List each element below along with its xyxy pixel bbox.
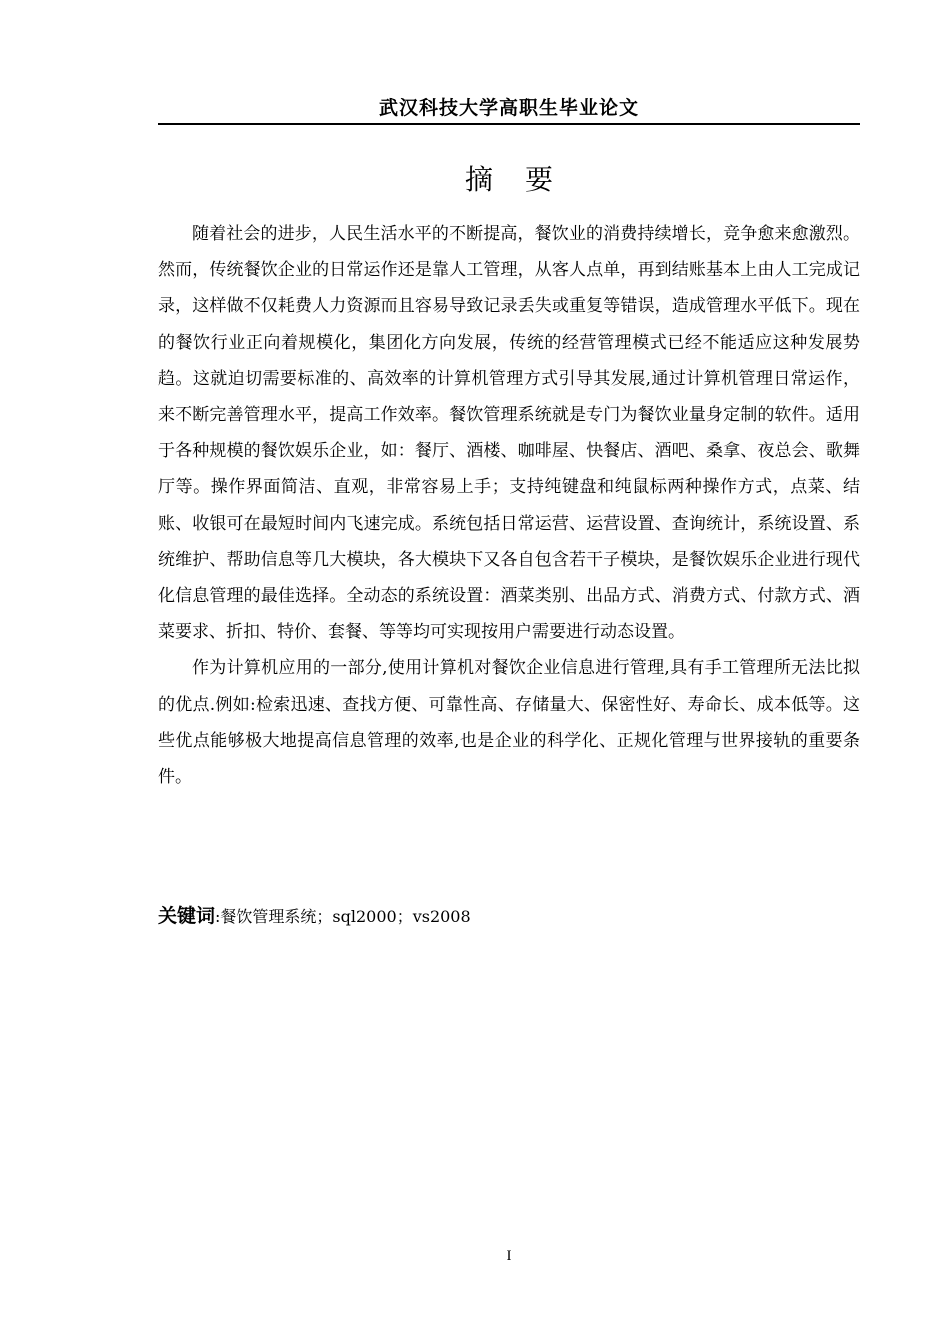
- header-title: 武汉科技大学高职生毕业论文: [378, 97, 639, 119]
- abstract-paragraph-2: 作为计算机应用的一部分,使用计算机对餐饮企业信息进行管理,具有手工管理所无法比拟的优点.例如:检索迅速、查找方便、可靠性高、存储量大、保密性好、寿命长、成本低等。这些优点能够极大地提高信息管理的效率,也是企业的科学化、正规化管理与世界接轨的重要条件。: [158, 658, 860, 788]
- abstract-paragraph-1: 随着社会的进步，人民生活水平的不断提高，餐饮业的消费持续增长，竞争愈来愈激烈。然而，传统餐饮企业的日常运作还是靠人工管理，从客人点单，再到结账基本上由人工完成记录，这样做不仅耗费人力资源而且容易导致记录丢失或重复等错误，造成管理水平低下。现在的餐饮行业正向着规模化，集团化方向发展，传统的经营管理模式已经不能适应这种发展势趋。这就迫切需要标准的、高效率的计算机管理方式引导其发展,通过计算机管理日常运作，来不断完善管理水平，提高工作效率。餐饮管理系统就是专门为餐饮业量身定制的软件。适用于各种规模的餐饮娱乐企业，如：餐厅、酒楼、咖啡屋、快餐店、酒吧、桑拿、夜总会、歌舞厅等。操作界面简洁、直观，非常容易上手；支持纯键盘和纯鼠标两种操作方式，点菜、结账、收银可在最短时间内飞速完成。系统包括日常运营、运营设置、查询统计，系统设置、系统维护、帮助信息等几大模块，各大模块下又各自包含若干子模块，是餐饮娱乐企业进行现代化信息管理的最佳选择。全动态的系统设置：酒菜类别、出品方式、消费方式、付款方式、酒菜要求、折扣、特价、套餐、等等均可实现按用户需要进行动态设置。: [158, 224, 860, 643]
- keywords-value: 餐饮管理系统；sql2000；vs2008: [220, 907, 471, 926]
- keywords-separator: :: [215, 907, 221, 926]
- abstract-title-char-2: 要: [525, 163, 554, 196]
- keywords-label: 关键词: [158, 905, 216, 927]
- page-number: I: [506, 1248, 512, 1264]
- abstract-body: [158, 216, 860, 795]
- abstract-title-char-1: 摘: [464, 163, 493, 196]
- page-header: [158, 95, 860, 125]
- abstract-title: [158, 160, 860, 200]
- keywords: [158, 898, 860, 935]
